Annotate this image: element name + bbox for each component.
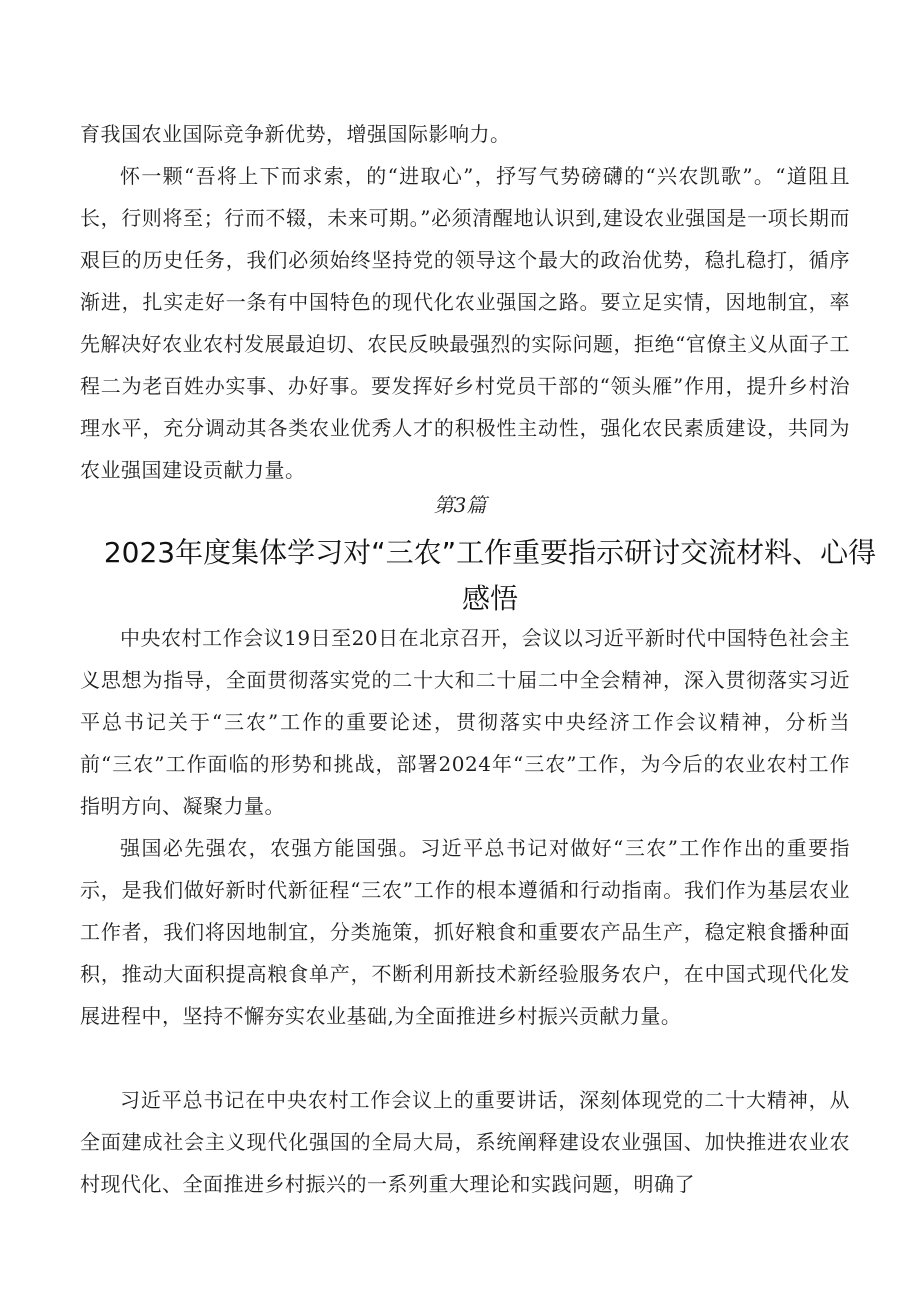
paragraph-aspiration: 怀一颗“吾将上下而求索，的“进取心”，抒写气势磅礴的“兴农凯歌”。“道阻且长，行则将至；行而不辍，未来可期。”必须清醒地认识到,建设农业强国是一项长期而艰巨的历史任务，我们必须始终坚持党的领导这个最大的政治优势，稳扎稳打，循序渐进，扎实走好一条有中国特色的现代化农业强国之路。要立足实情，因地制宜，率先解决好农业农村发展最迫切、农民反映最强烈的实际问题，拒绝“官僚主义从面子工程二为老百姓办实事、办好事。要发挥好乡村党员干部的“领头雁”作用，提升乡村治理水平，充分调动其各类农业优秀人才的积极性主动性，强化农民素质建设，共同为农业强国建设贡献力量。 [80, 164, 850, 482]
paragraph-continuation: 育我国农业国际竞争新优势，增强国际影响力。 [80, 122, 511, 146]
paragraph-conference: 中央农村工作会议19日至20日在北京召开，会议以习近平新时代中国特色社会主义思想为指导，全面贯彻落实党的二十大和二十届二中全会精神，深入贯彻落实习近平总书记关于“三农”工作的重要论述，贯彻落实中央经济工作会议精神，分析当前“三农”工作面临的形势和挑战，部署2024年“三农”工作，为今后的农业农村工作指明方向、凝聚力量。 [80, 626, 850, 818]
section-label: 第3篇 [433, 493, 487, 517]
article-title: 2023年度集体学习对“三农”工作重要指示研讨交流材料、心得感悟 [103, 536, 877, 615]
paragraph-strong-nation: 强国必先强农，农强方能国强。习近平总书记对做好“三农”工作作出的重要指示，是我们做好新时代新征程“三农”工作的根本遵循和行动指南。我们作为基层农业工作者，我们将因地制宜，分类施策，抓好粮食和重要农产品生产，稳定粮食播种面积，推动大面积提高粮食单产，不断利用新技术新经验服务农户，在中国式现代化发展进程中，坚持不懈夯实农业基础,为全面推进乡村振兴贡献力量。 [80, 836, 850, 1028]
paragraph-speech: 习近平总书记在中央农村工作会议上的重要讲话，深刻体现党的二十大精神，从全面建成社会主义现代化强国的全局大局，系统阐释建设农业强国、加快推进农业农村现代化、全面推进乡村振兴的一系列重大理论和实践问题，明确了 [80, 1088, 850, 1196]
